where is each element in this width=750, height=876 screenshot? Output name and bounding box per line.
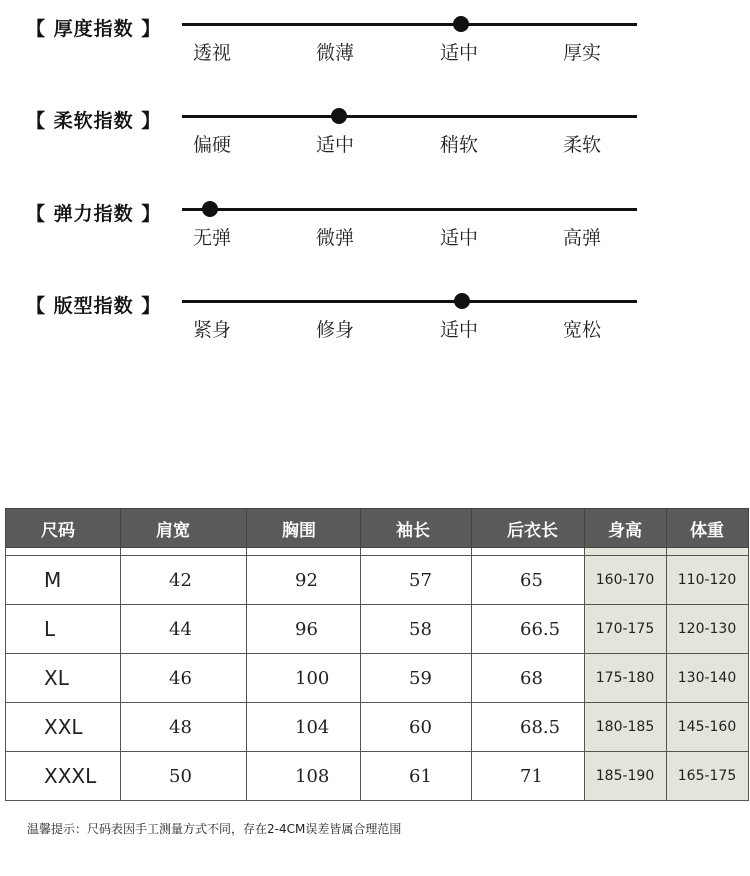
index-marker — [202, 201, 218, 217]
table-cell: 68.5 — [472, 703, 585, 752]
index-label: 适中 — [316, 134, 355, 156]
index-title: 【 柔软指数 】 — [26, 110, 162, 132]
table-cell: 44 — [121, 605, 247, 654]
index-title: 【 厚度指数 】 — [26, 18, 162, 40]
index-title: 【 弹力指数 】 — [26, 203, 162, 225]
column-header: 后衣长 — [472, 509, 585, 548]
table-cell: 96 — [247, 605, 361, 654]
index-marker — [453, 16, 469, 32]
table-cell: 120-130 — [667, 605, 749, 654]
index-row-thickness — [0, 14, 750, 94]
size-cell: XXXL — [6, 752, 121, 801]
table-row — [6, 654, 749, 703]
column-header: 胸围 — [247, 509, 361, 548]
table-cell: 68 — [472, 654, 585, 703]
index-label: 微弹 — [316, 227, 355, 249]
table-cell: 185-190 — [585, 752, 667, 801]
table-cell: 104 — [247, 703, 361, 752]
index-label: 厚实 — [563, 42, 602, 64]
table-cell: 65 — [472, 556, 585, 605]
index-marker — [331, 108, 347, 124]
table-spacer-row — [6, 548, 749, 556]
index-label: 微薄 — [316, 42, 355, 64]
table-cell: 110-120 — [667, 556, 749, 605]
index-track — [182, 208, 637, 211]
table-row — [6, 605, 749, 654]
table-cell: 46 — [121, 654, 247, 703]
index-row-fit — [0, 291, 750, 371]
table-cell: 57 — [361, 556, 472, 605]
index-track — [182, 300, 637, 303]
size-cell: M — [6, 556, 121, 605]
table-cell: 50 — [121, 752, 247, 801]
table-cell: 71 — [472, 752, 585, 801]
index-label: 无弹 — [193, 227, 232, 249]
table-header-row — [6, 509, 749, 548]
table-cell: 175-180 — [585, 654, 667, 703]
column-header: 尺码 — [6, 509, 121, 548]
index-track — [182, 23, 637, 26]
size-chart-table — [5, 508, 749, 801]
table-cell: 170-175 — [585, 605, 667, 654]
table-cell: 180-185 — [585, 703, 667, 752]
index-label: 稍软 — [440, 134, 479, 156]
table-cell: 130-140 — [667, 654, 749, 703]
table-cell: 58 — [361, 605, 472, 654]
table-cell: 66.5 — [472, 605, 585, 654]
size-cell: XL — [6, 654, 121, 703]
table-cell: 165-175 — [667, 752, 749, 801]
table-cell: 48 — [121, 703, 247, 752]
column-header: 袖长 — [361, 509, 472, 548]
table-cell: 108 — [247, 752, 361, 801]
table-row — [6, 703, 749, 752]
index-label: 适中 — [440, 227, 479, 249]
table-cell: 145-160 — [667, 703, 749, 752]
table-cell: 42 — [121, 556, 247, 605]
table-cell: 59 — [361, 654, 472, 703]
table-cell: 61 — [361, 752, 472, 801]
index-track — [182, 115, 637, 118]
index-label: 柔软 — [563, 134, 602, 156]
index-marker — [454, 293, 470, 309]
table-row — [6, 752, 749, 801]
index-label: 透视 — [193, 42, 232, 64]
table-cell: 160-170 — [585, 556, 667, 605]
index-row-elasticity — [0, 199, 750, 279]
index-label: 修身 — [316, 319, 355, 341]
size-cell: L — [6, 605, 121, 654]
column-header: 身高 — [585, 509, 667, 548]
table-cell: 92 — [247, 556, 361, 605]
table-cell: 60 — [361, 703, 472, 752]
index-label: 紧身 — [193, 319, 232, 341]
index-title: 【 版型指数 】 — [26, 295, 162, 317]
index-label: 高弹 — [563, 227, 602, 249]
index-label: 适中 — [440, 319, 479, 341]
index-label: 偏硬 — [193, 134, 232, 156]
table-cell: 100 — [247, 654, 361, 703]
size-cell: XXL — [6, 703, 121, 752]
index-row-softness — [0, 106, 750, 186]
index-label: 适中 — [440, 42, 479, 64]
table-row — [6, 556, 749, 605]
index-label: 宽松 — [563, 319, 602, 341]
column-header: 体重 — [667, 509, 749, 548]
size-notice: 温馨提示：尺码表因手工测量方式不同，存在2-4CM误差皆属合理范围 — [27, 822, 402, 836]
column-header: 肩宽 — [121, 509, 247, 548]
